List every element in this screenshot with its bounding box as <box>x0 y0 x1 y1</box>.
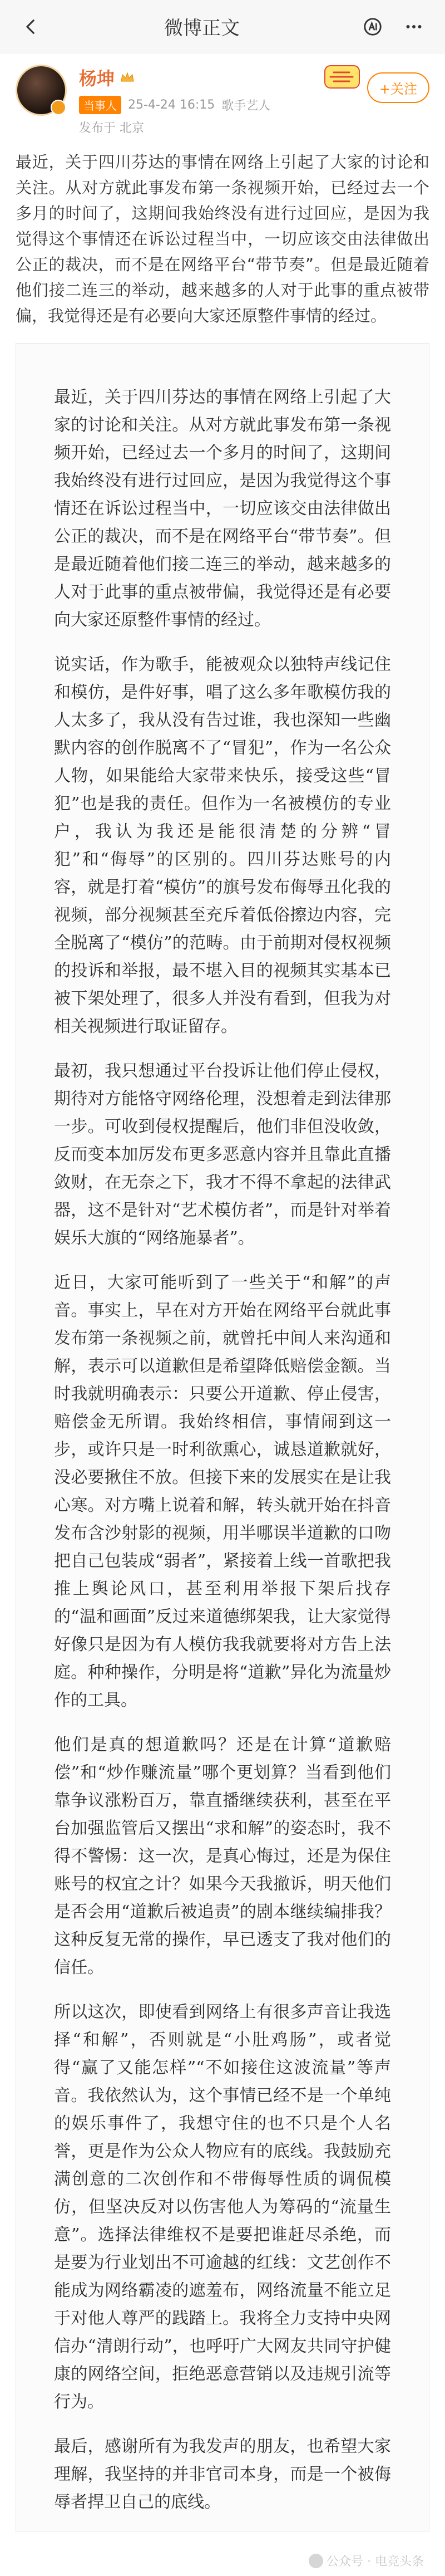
watermark-area <box>16 2531 429 2576</box>
crown-icon <box>120 71 135 84</box>
decorative-sticker-icon <box>323 62 362 91</box>
wechat-logo-icon <box>309 2554 323 2568</box>
more-dots-icon <box>404 17 424 37</box>
watermark <box>309 2552 424 2569</box>
statement-paragraph-6: 所以这次，即使看到网络上有很多声音让我选择“和解”，否则就是“小肚鸡肠”，或者觉得“赢了又能怎样”“不如接住这波流量”等声音。我依然认为，这个事情已经不是一个单纯的娱乐事件了，我想守住的也不只是个人名誉，更是作为公众人物应有的底线。我鼓励充满创意的二次创作和不带侮辱性质的调侃模仿，但坚决反对以伤害他人为筹码的“流量生意”。选择法律维权不是要把谁赶尽杀绝，而是要为行业划出不可逾越的红线：文艺创作不能成为网络霸凌的遮羞布，网络流量不能立足于对他人尊严的践踏上。我将全力支持中央网信办“清朗行动”，也呼吁广大网友共同守护健康的网络空间，拒绝恶意营销以及违规引流等行为。 <box>54 2002 391 2412</box>
ai-icon <box>362 16 383 37</box>
back-button[interactable] <box>16 11 47 42</box>
watermark-text: 公众号 · 电竞头条 <box>327 2555 424 2569</box>
statement-paragraph-3: 最初，我只想通过平台投诉让他们停止侵权，期待对方能恪守网络伦理，没想着走到法律那一步。可收到侵权提醒后，他们非但没收敛，反而变本加厉发布更多恶意内容并且靠此直播敛财，在无奈之下，我才不得不拿起的法律武器，这不是针对“艺术模仿者”，而是针对举着娱乐大旗的“网络施暴者”。 <box>54 1061 391 1248</box>
statement-paragraph-5: 他们是真的想道歉吗？还是在计算“道歉赔偿”和“炒作赚流量”哪个更划算？当看到他们靠争议涨粉百万，靠直播继续获利，甚至在平台加强监管后又摆出“求和解”的姿态时，我不得不警惕：这一次，是真心悔过，还是为保住账号的权宜之计？如果今天我撤诉，明天他们是否会用“道歉后被追责”的剧本继续编排我？这种反复无常的操作，早已透支了我对他们的信任。 <box>54 1735 391 1977</box>
post-time: 25-4-24 16:15 <box>128 98 215 112</box>
page-title: 微博正文 <box>164 17 240 40</box>
author-role: 歌手艺人 <box>221 99 271 113</box>
chevron-left-icon <box>22 17 41 36</box>
avatar[interactable] <box>16 65 67 116</box>
verified-badge-icon <box>51 100 66 115</box>
statement-paragraph-1: 最近，关于四川芬达的事情在网络上引起了大家的讨论和关注。从对方就此事发布第一条视频开始，已经过去一个多月的时间了，这期间我始终没有进行过回应，是因为我觉得这个事情还在诉讼过程当中，一切应该交由法律做出公正的裁决，而不是在网络平台“带节奏”。但是最近随着他们接二连三的举动，越来越多的人对于此事的重点被带偏，我觉得还是有必要向大家还原整件事情的经过。 <box>54 388 391 630</box>
post-location: 发布于 北京 <box>79 121 144 135</box>
ai-button[interactable] <box>357 11 388 42</box>
post-text: 最近，关于四川芬达的事情在网络上引起了大家的讨论和关注。从对方就此事发布第一条视频开始，已经过去一个多月的时间了，这期间我始终没有进行过回应，是因为我觉得这个事情还在诉讼过程当中，一切应该交由法律做出公正的裁决，而不是在网络平台“带节奏”。但是最近随着他们接二连三的举动，越来越多的人对于此事的重点被带偏，我觉得还是有必要向大家还原整件事情的经过。 <box>16 153 429 325</box>
statement-paragraph-4: 近日，大家可能听到了一些关于“和解”的声音。事实上，早在对方开始在网络平台就此事发布第一条视频之前，就曾托中间人来沟通和解，表示可以道歉但是希望降低赔偿金额。当时我就明确表示：只要公开道歉、停止侵害，赔偿金无所谓。我始终相信，事情闹到这一步，或许只是一时利欲熏心，诚恳道歉就好，没必要揪住不放。但接下来的发展实在是让我心寒。对方嘴上说着和解，转头就开始在抖音发布含沙射影的视频，用半哪误半道歉的口吻把自己包装成“弱者”，紧接着上线一首歌把我推上舆论风口，甚至利用举报下架后找存的“温和画面”反过来道德绑架我，让大家觉得好像只是因为有人模仿我我就要将对方告上法庭。种种操作，分明是将“道歉”异化为流量炒作的工具。 <box>54 1273 391 1710</box>
author-name[interactable]: 杨坤 <box>79 68 115 89</box>
role-badge: 当事人 <box>79 96 121 114</box>
follow-button[interactable]: +关注 <box>367 72 429 103</box>
statement-paragraph-7: 最后，感谢所有为我发声的朋友，也希望大家理解，我坚持的并非官司本身，而是一个被侮辱者捍卫自己的底线。 <box>54 2437 391 2512</box>
statement-paragraph-2: 说实话，作为歌手，能被观众以独特声线记住和模仿，是件好事，唱了这么多年歌模仿我的人太多了，我从没有告过谁，我也深知一些幽默内容的创作脱离不了“冒犯”，作为一名公众人物，如果能给大家带来快乐，接受这些“冒犯”也是我的责任。但作为一名被模仿的专业户，我认为我还是能很清楚的分辨“冒犯”和“侮辱”的区别的。四川芬达账号的内容，就是打着“模仿”的旗号发布侮辱丑化我的视频，部分视频甚至充斥着低俗擦边内容，完全脱离了“模仿”的范畴。由于前期对侵权视频的投诉和举报，最不堪入目的视频其实基本已被下架处理了，很多人并没有看到，但我为对相关视频进行取证留存。 <box>54 655 391 1036</box>
author-header <box>0 53 445 146</box>
top-bar <box>0 0 445 53</box>
statement-image[interactable] <box>16 343 429 2531</box>
more-button[interactable] <box>398 11 429 42</box>
